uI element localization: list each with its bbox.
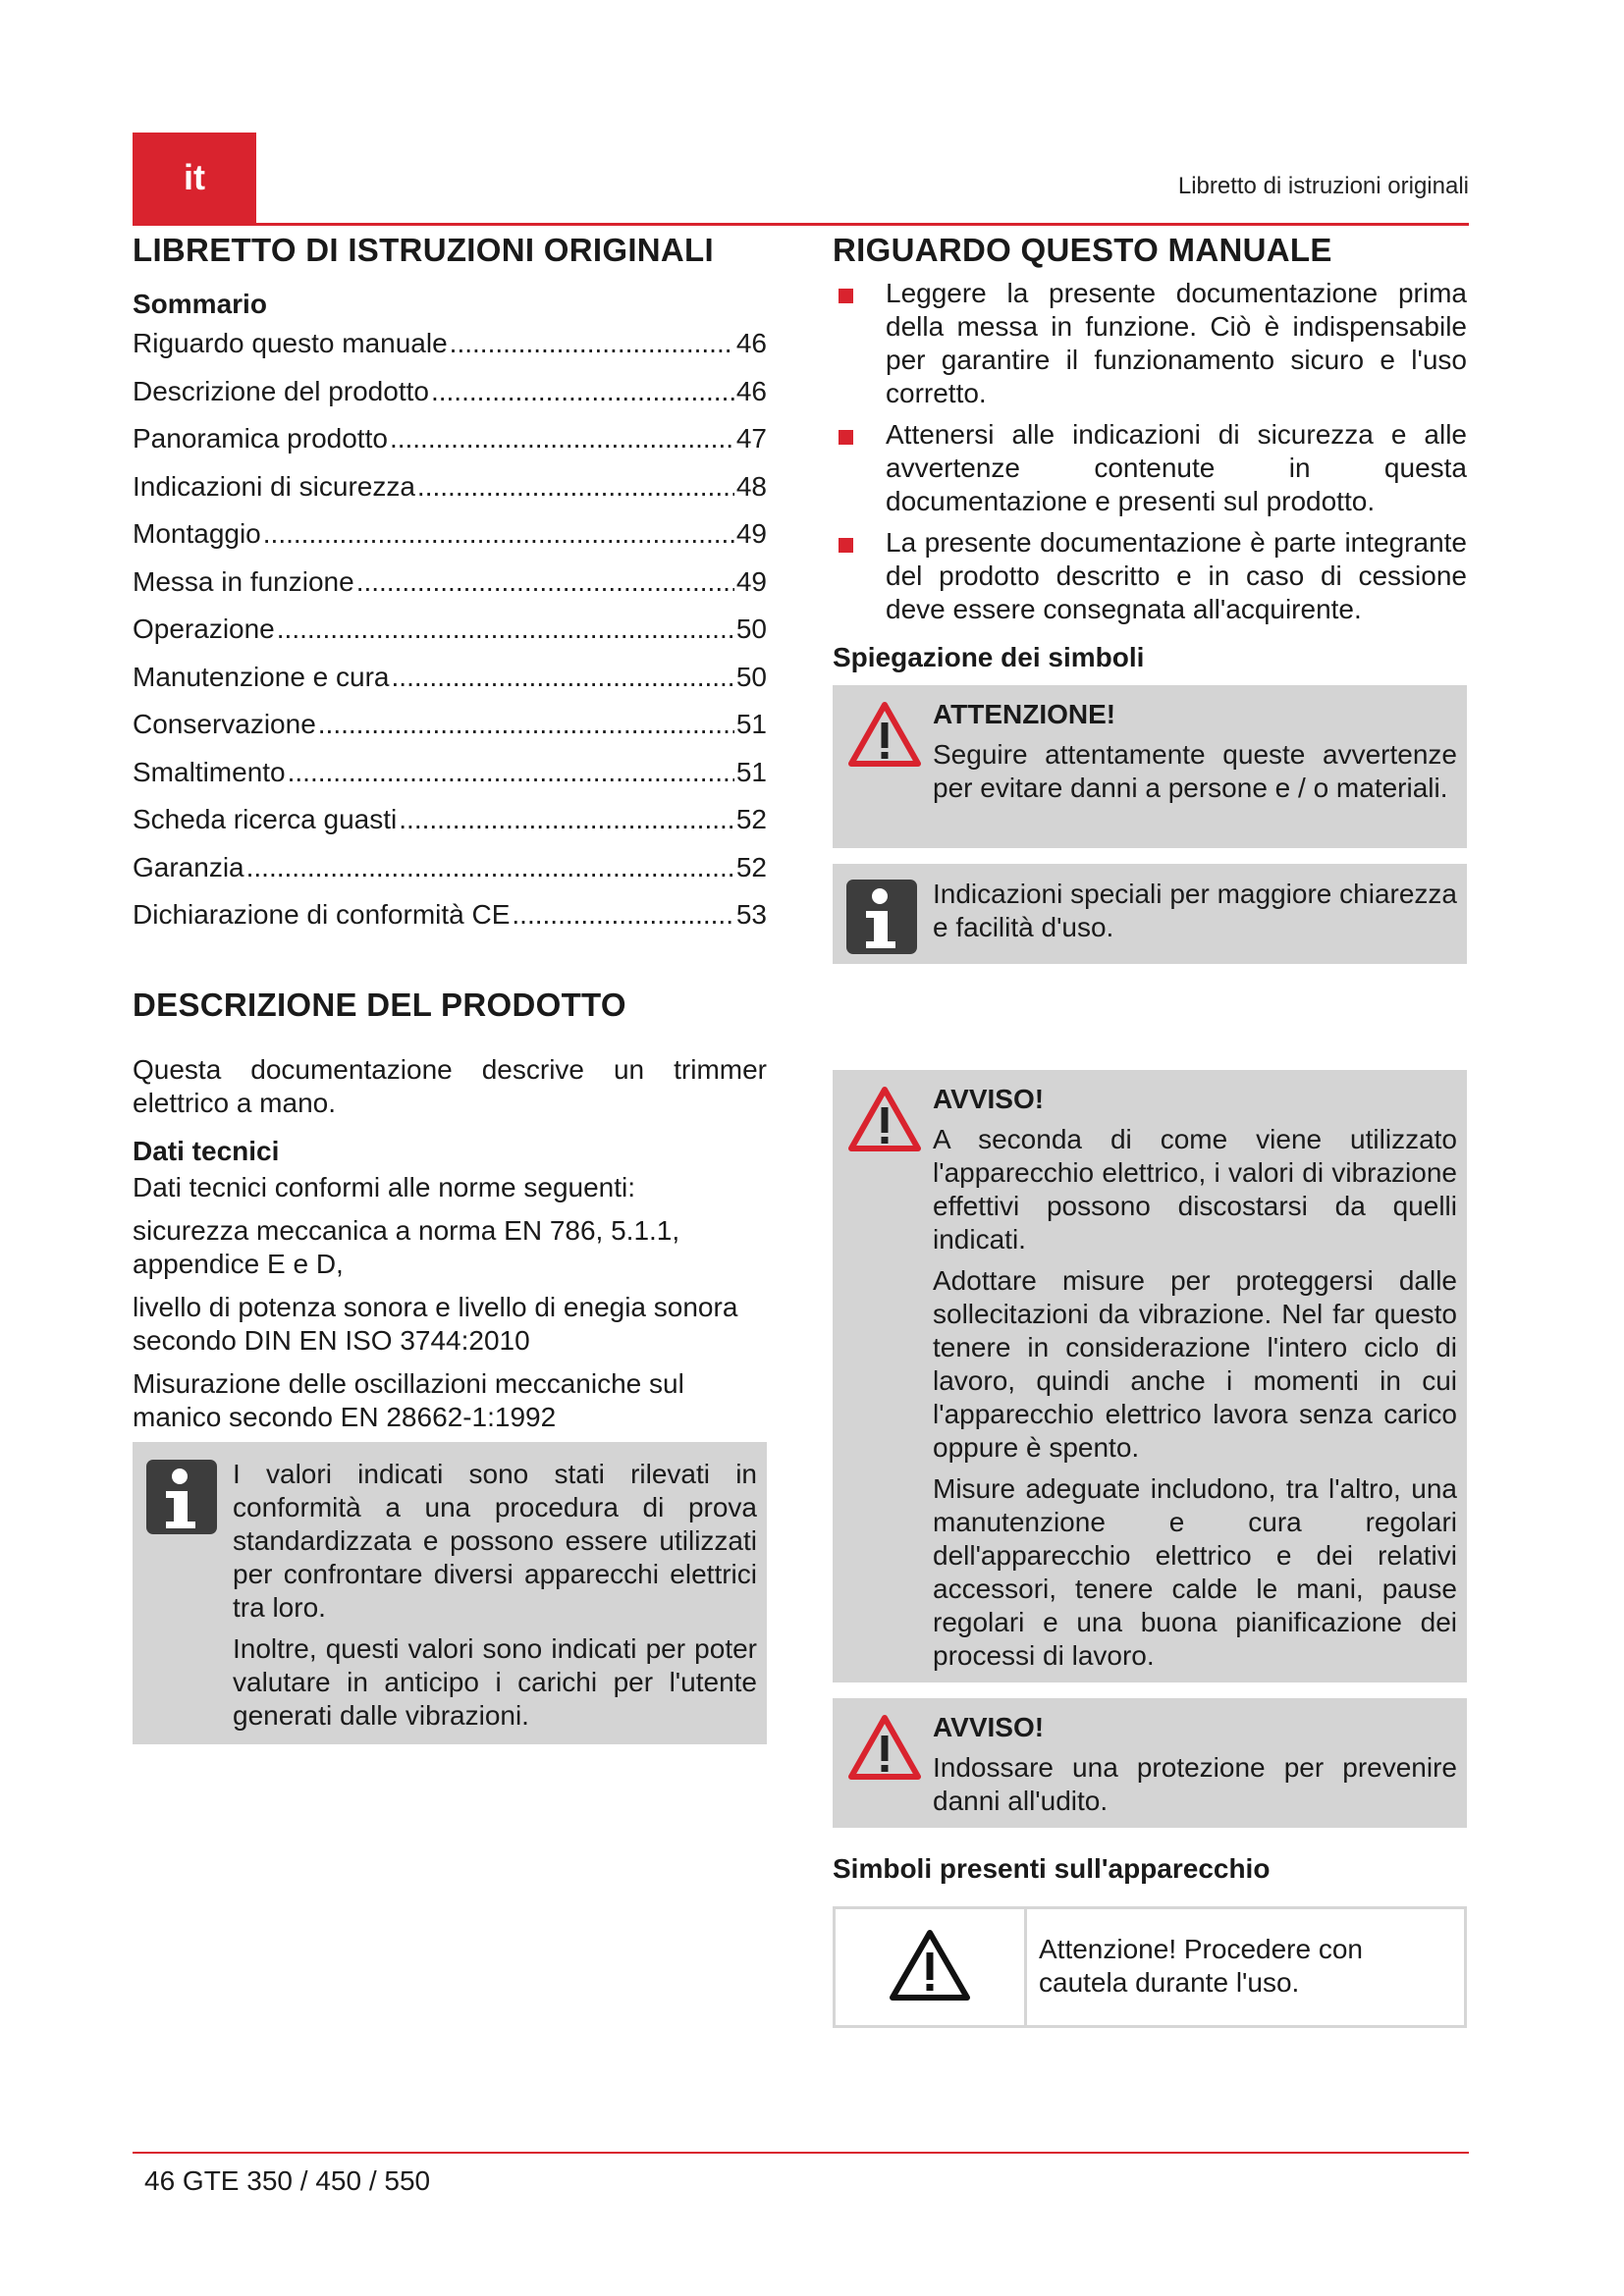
- bullet-item: Attenersi alle indicazioni di sicurezza e alle avvertenze contenute in questa documentazione e presenti sul prodotto.: [833, 418, 1467, 518]
- toc-entry: [133, 709, 767, 757]
- toc-entry-title: Conservazione: [133, 709, 316, 739]
- info-icon: [846, 880, 917, 954]
- toc-entry-page: 49: [735, 565, 767, 597]
- product-description-title: DESCRIZIONE DEL PRODOTTO: [133, 986, 626, 1023]
- notice-paragraph: Misure adeguate includono, tra l'altro, una manutenzione e cura regolari dell'apparecchio elettrico e dei relativi accessori, tenere calde le mani, pause regolari e una buona pianificazione dei processi di lavoro.: [933, 1473, 1457, 1671]
- footer-rule: [133, 2152, 1469, 2154]
- notice-title: AVVISO!: [933, 1084, 1045, 1114]
- toc-entry-page: 47: [735, 423, 767, 454]
- toc-leader-dots: [288, 757, 734, 788]
- toc-entry-title: Panoramica prodotto: [133, 423, 388, 454]
- header-title: Libretto di istruzioni originali: [1177, 173, 1469, 199]
- attention-title: ATTENZIONE!: [933, 699, 1116, 729]
- left-column: [133, 228, 767, 1744]
- toc-leader-dots: [246, 852, 734, 883]
- footer-page-info: 46 GTE 350 / 450 / 550: [144, 2165, 431, 2196]
- toc-entry: [133, 566, 767, 614]
- toc-entry-page: 48: [735, 470, 767, 502]
- tech-paragraph: sicurezza meccanica a norma EN 786, 5.1.1, appendice E e D,: [133, 1214, 680, 1279]
- attention-box: [833, 685, 1467, 848]
- product-description-text: Questa documentazione descrive un trimmer elettrico a mano.: [133, 1053, 767, 1118]
- toc-entry-title: Scheda ricerca guasti: [133, 804, 398, 834]
- toc-leader-dots: [431, 376, 734, 407]
- toc-entry: [133, 518, 767, 566]
- bullet-item: Leggere la presente documentazione prima della messa in funzione. Ciò è indispensabile per garantire il funzionamento sicuro e l'uso corretto.: [833, 277, 1467, 410]
- toc-entry-title: Manutenzione e cura: [133, 661, 390, 692]
- notice-paragraph: A seconda di come viene utilizzato l'apparecchio elettrico, i valori di vibrazione effettivi possono discostarsi da quelli indicati.: [933, 1124, 1457, 1255]
- caution-triangle-icon: [887, 1927, 973, 2008]
- toc-entry: [133, 423, 767, 471]
- toc-leader-dots: [277, 614, 734, 645]
- bullet-square-icon: [839, 538, 853, 553]
- toc-entry-title: Riguardo questo manuale: [133, 328, 448, 358]
- toc-entry: [133, 757, 767, 805]
- toc-leader-dots: [399, 804, 734, 835]
- tech-paragraph: livello di potenza sonora e livello di enegia sonora secondo DIN EN ISO 3744:2010: [133, 1291, 738, 1356]
- header-rule: [133, 223, 1469, 226]
- toc-entry-page: 51: [735, 756, 767, 787]
- warning-icon: [846, 1712, 923, 1788]
- device-symbols-table: [833, 1906, 1467, 2028]
- toc-entry-page: 50: [735, 661, 767, 692]
- toc-entry: [133, 328, 767, 376]
- toc-leader-dots: [263, 518, 734, 550]
- toc-entry-page: 49: [735, 518, 767, 549]
- device-symbol-cell: [836, 1909, 1027, 2025]
- tech-paragraph: Dati tecnici conformi alle norme seguenti:: [133, 1171, 636, 1202]
- table-of-contents: [133, 328, 767, 947]
- toc-entry: [133, 614, 767, 662]
- toc-entry-title: Descrizione del prodotto: [133, 375, 429, 406]
- warning-icon: [846, 699, 923, 774]
- notice-box-vibration: [833, 1070, 1467, 1682]
- toc-entry: [133, 804, 767, 852]
- toc-entry-title: Montaggio: [133, 518, 261, 549]
- bullet-square-icon: [839, 430, 853, 445]
- toc-entry-title: Garanzia: [133, 851, 244, 882]
- warning-icon: [846, 1084, 923, 1159]
- toc-entry-page: 53: [735, 899, 767, 930]
- toc-entry-title: Dichiarazione di conformità CE: [133, 899, 511, 930]
- about-manual-bullets: [833, 277, 1467, 626]
- bullet-item: La presente documentazione è parte integrante del prodotto descritto e in caso di cessione deve essere consegnata all'acquirente.: [833, 526, 1467, 626]
- toc-leader-dots: [512, 899, 733, 931]
- symbols-heading: Spiegazione dei simboli: [833, 642, 1145, 672]
- bullet-square-icon: [839, 289, 853, 303]
- notice-title: AVVISO!: [933, 1712, 1045, 1742]
- right-column: [833, 228, 1467, 2028]
- notice-box-hearing: [833, 1698, 1467, 1828]
- toc-entry-title: Operazione: [133, 614, 275, 644]
- notice-text: Indossare una protezione per prevenire danni all'udito.: [933, 1752, 1457, 1816]
- info-special-text: Indicazioni speciali per maggiore chiarezza e facilità d'uso.: [933, 879, 1457, 942]
- toc-entry-title: Smaltimento: [133, 756, 286, 787]
- device-symbol-description: Attenzione! Procedere con cautela durante l'uso.: [1039, 1934, 1363, 1998]
- info-box-paragraph: Inoltre, questi valori sono indicati per poter valutare in anticipo i carichi per l'utente generati dalle vibrazioni.: [233, 1632, 757, 1731]
- toc-entry-page: 51: [735, 709, 767, 739]
- tech-paragraph: Misurazione delle oscillazioni meccaniche sul manico secondo EN 28662-1:1992: [133, 1367, 684, 1432]
- toc-leader-dots: [356, 566, 734, 598]
- toc-entry-page: 46: [735, 375, 767, 406]
- device-symbols-heading: Simboli presenti sull'apparecchio: [833, 1853, 1271, 1884]
- manual-title: LIBRETTO DI ISTRUZIONI ORIGINALI: [133, 232, 714, 268]
- info-icon: [146, 1460, 217, 1534]
- toc-leader-dots: [450, 328, 734, 359]
- about-manual-title: RIGUARDO QUESTO MANUALE: [833, 232, 1332, 268]
- toc-entry: [133, 852, 767, 900]
- toc-leader-dots: [318, 709, 734, 740]
- toc-entry: [133, 471, 767, 519]
- toc-entry-title: Messa in funzione: [133, 565, 354, 597]
- toc-entry-page: 52: [735, 851, 767, 882]
- toc-leader-dots: [392, 662, 734, 693]
- info-box-vibration: [133, 1442, 767, 1744]
- tech-data-heading: Dati tecnici: [133, 1135, 280, 1166]
- info-box-special: [833, 864, 1467, 964]
- toc-leader-dots: [417, 471, 734, 503]
- toc-leader-dots: [390, 423, 734, 454]
- toc-entry: [133, 662, 767, 710]
- info-box-paragraph: I valori indicati sono stati rilevati in conformità a una procedura di prova standardizzata e possono essere utilizzati per confrontare diversi apparecchi elettrici tra loro.: [233, 1458, 757, 1623]
- toc-entry-page: 50: [735, 614, 767, 644]
- toc-entry-page: 46: [735, 328, 767, 358]
- notice-paragraph: Adottare misure per proteggersi dalle sollecitazioni da vibrazione. Nel far questo tenere in considerazione l'intero ciclo di lavoro, quindi anche i momenti in cui l'apparecchio elettrico lavora senza carico oppure è spento.: [933, 1265, 1457, 1463]
- language-tab: it: [133, 133, 256, 223]
- toc-entry: [133, 899, 767, 947]
- toc-entry: [133, 376, 767, 424]
- toc-entry-title: Indicazioni di sicurezza: [133, 470, 415, 502]
- toc-entry-page: 52: [735, 804, 767, 834]
- attention-text: Seguire attentamente queste avvertenze per evitare danni a persone e / o materiali.: [933, 739, 1457, 803]
- toc-heading: Sommario: [133, 289, 267, 319]
